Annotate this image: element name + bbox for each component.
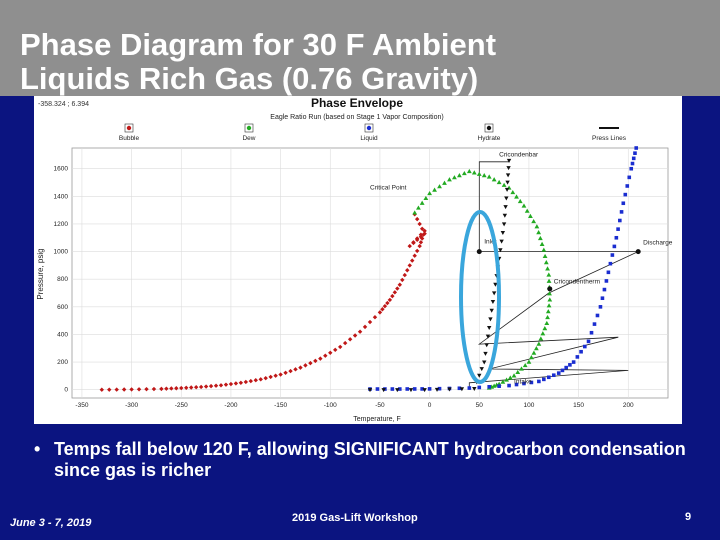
x-tick-label: -50: [375, 402, 385, 409]
footer-date: June 3 - 7, 2019: [10, 517, 92, 529]
footer-event: 2019 Gas-Lift Workshop: [292, 512, 418, 524]
legend-label: Press Lines: [592, 135, 626, 142]
x-tick-label: -350: [75, 402, 89, 409]
y-tick-label: 200: [57, 359, 68, 367]
liquid-point: [497, 384, 501, 388]
y-tick-label: 0: [64, 386, 68, 394]
x-axis-label: Temperature, F: [353, 416, 401, 423]
legend-item: [119, 124, 140, 142]
annotation: Discharge: [643, 239, 673, 247]
liquid-point: [428, 387, 432, 391]
y-tick-label: 800: [57, 276, 68, 284]
legend-label: Bubble: [118, 135, 140, 142]
liquid-point: [616, 227, 620, 231]
x-tick-label: 0: [427, 402, 432, 409]
title-bar: [0, 0, 720, 96]
liquid-point: [593, 322, 597, 326]
x-tick-label: -100: [323, 402, 337, 409]
liquid-point: [613, 245, 617, 249]
liquid-point: [583, 345, 587, 349]
x-tick-label: 200: [622, 402, 634, 409]
x-tick-label: -300: [125, 402, 139, 409]
x-tick-label: -250: [174, 402, 188, 409]
y-axis-label: Pressure, psig: [36, 248, 45, 300]
liquid-point: [391, 387, 395, 391]
liquid-point: [557, 371, 561, 375]
liquid-point: [622, 201, 626, 205]
liquid-point: [601, 296, 605, 300]
legend-item: [360, 124, 378, 142]
liquid-point: [607, 271, 611, 275]
legend-marker: [127, 126, 131, 130]
legend-item: [592, 128, 627, 142]
liquid-point: [625, 184, 629, 188]
liquid-point: [564, 366, 568, 370]
cursor-readout: -358.324 ; 6.394: [38, 101, 89, 108]
liquid-point: [537, 380, 541, 384]
liquid-point: [632, 157, 636, 161]
y-tick-label: 1200: [53, 220, 68, 228]
legend-item: [478, 124, 501, 142]
legend-label: Dew: [242, 135, 256, 142]
liquid-point: [599, 305, 603, 309]
slide-title-line-1: Phase Diagram for 30 F Ambient: [20, 27, 497, 62]
x-tick-label: -150: [274, 402, 288, 409]
liquid-point: [579, 350, 583, 354]
liquid-point: [477, 386, 481, 390]
cricondentherm-marker: [547, 286, 552, 291]
chart-subtitle: Eagle Ratio Run (based on Stage 1 Vapor Composition): [270, 114, 444, 121]
liquid-point: [611, 253, 615, 257]
liquid-point: [487, 385, 491, 389]
bullet-dot-icon: •: [34, 439, 41, 459]
legend-label: Hydrate: [477, 135, 501, 142]
slide-title-line-2: Liquids Rich Gas (0.76 Gravity): [20, 61, 479, 96]
y-tick-label: 400: [57, 331, 68, 339]
legend: [119, 124, 627, 142]
liquid-point: [618, 219, 622, 223]
legend-item: [242, 124, 255, 142]
liquid-point: [631, 162, 635, 166]
bullet-text: Temps fall below 120 F, allowing SIGNIFICANT hydrocarbon condensation since gas is richer: [54, 439, 686, 480]
liquid-point: [615, 236, 619, 240]
y-tick-label: 1000: [53, 248, 68, 256]
discharge-marker: [636, 249, 641, 254]
y-tick-label: 600: [57, 303, 68, 311]
liquid-point: [568, 363, 572, 367]
y-tick-label: 1600: [53, 165, 68, 173]
x-tick-label: -200: [224, 402, 238, 409]
legend-marker: [487, 126, 491, 130]
legend-marker: [247, 126, 251, 130]
liquid-point: [552, 373, 556, 377]
liquid-point: [587, 340, 591, 344]
liquid-point: [590, 331, 594, 335]
liquid-point: [609, 262, 613, 266]
annotation: Inlet: [484, 238, 497, 246]
liquid-point: [561, 369, 565, 373]
x-tick-label: 100: [523, 402, 535, 409]
liquid-point: [620, 210, 624, 214]
liquid-point: [507, 384, 511, 388]
inlet-marker: [477, 249, 482, 254]
liquid-point: [634, 146, 638, 150]
liquid-point: [603, 288, 607, 292]
annotation: Intake: [514, 378, 532, 386]
liquid-point: [572, 360, 576, 364]
phase-envelope-chart: [34, 96, 682, 424]
annotation: Cricondentherm: [553, 278, 601, 286]
chart-panel: [34, 96, 682, 424]
annotation: Cricondenbar: [499, 151, 539, 159]
liquid-point: [596, 314, 600, 318]
liquid-point: [468, 386, 472, 390]
liquid-point: [576, 355, 580, 359]
liquid-point: [605, 279, 609, 283]
legend-marker: [367, 126, 371, 130]
liquid-point: [633, 151, 637, 155]
x-tick-label: 50: [475, 402, 483, 409]
legend-label: Liquid: [360, 135, 378, 142]
liquid-point: [405, 387, 409, 391]
chart-title: Phase Envelope: [310, 96, 404, 110]
liquid-point: [623, 193, 627, 197]
y-tick-label: 1400: [53, 193, 68, 201]
liquid-point: [376, 387, 380, 391]
liquid-point: [542, 378, 546, 382]
annotation: Critical Point: [370, 184, 407, 192]
liquid-point: [629, 167, 633, 171]
liquid-point: [413, 387, 417, 391]
page-number: 9: [685, 511, 692, 523]
liquid-point: [547, 375, 551, 379]
liquid-point: [627, 176, 631, 180]
x-tick-label: 150: [573, 402, 585, 409]
